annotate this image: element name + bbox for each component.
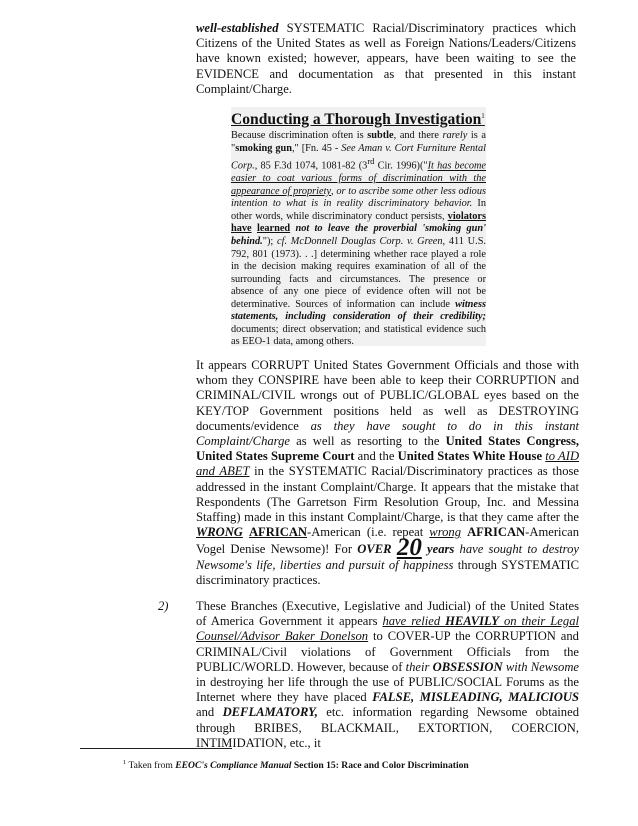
paragraph-text: as well as resorting to the [290, 434, 446, 449]
paragraph-emphasis: wrong [429, 525, 462, 540]
footnote-divider [80, 748, 232, 749]
paragraph-emphasis: OBSESSION [432, 659, 503, 674]
footnote-section: Section 15: Race and Color Discrimination [291, 760, 469, 772]
callout-text: , 411 U.S. 792, 801 (1973). . .] determining whether race played a role in the decision making requires examination of all of the surrounding facts and circumstances. The presence or absence of any one piece of evidence often will not be determinative. Sources of information can include [231, 235, 486, 310]
paragraph-text: It appears CORRUPT United States Government Officials and those with whom they CONSPIRE have been able to keep their CORRUPTION and CRIMINAL/CIVIL wrongs out of PUBLIC/GLOBAL eyes based on the KEY/TOP Government positions held as well as DESTROYING documents/evidence [196, 358, 579, 433]
callout-text: ," [Fn. 45 - [291, 142, 342, 154]
callout-quote: or to ascribe some other less odious intention to what is in reality discriminatory behavior. [231, 185, 486, 210]
intro-text: SYSTEMATIC Racial/Discriminatory practices which Citizens of the United States as well as Foreign Nations/Leaders/Citizens have known existed; however, appears, have been waiting to see the EVIDENCE and documentation as that presented in this instant Complaint/Charge. [196, 21, 576, 96]
ordinal-suffix: rd [367, 156, 375, 167]
paragraph-text: These Branches (Executive, Legislative and Judicial) of the United States of America Government it appears [196, 599, 579, 629]
paragraph-emphasis: as they have sought to do in this instant Complaint/Charge [196, 418, 579, 449]
paragraph-emphasis: have sought to destroy Newsome's life, liberties and pursuit of happiness [196, 542, 579, 572]
paragraph-text: in destroying her life through the use of PUBLIC/SOCIAL Forums as the Internet where they have placed [196, 675, 579, 705]
callout-text: , [331, 185, 337, 197]
paragraph-emphasis: HEAVILY [445, 614, 499, 629]
callout-emphasis: not to leave the proverbial 'smoking gun' behind. [231, 223, 486, 247]
paragraph-text: etc. information regarding Newsome obtained through BRIBES, BLACKMAIL, EXTORTION, COERCION, INTIMIDATION, etc., it [196, 705, 579, 750]
callout-text: In other words, while discriminatory conduct persists, [231, 198, 486, 222]
paragraph-emphasis: United States Congress, United States Supreme Court [196, 434, 579, 464]
intro-lead: well-established [196, 21, 279, 35]
paragraph-emphasis: OVER [357, 542, 392, 557]
paragraph-emphasis: United States White House [397, 449, 543, 464]
callout-emphasis: subtle [367, 130, 394, 142]
footnote-source: EEOC's Compliance Manual [175, 760, 292, 772]
callout-text: is a " [231, 130, 486, 154]
paragraph-text: in the SYSTEMATIC Racial/Discriminatory practices as those addressed in the instant Complaint/Charge. It appears that the mistake that Respondents (The Garretson Firm Resolution Group, Inc. and Messina Staffing) made in this instant Complaint/Charge, is that they came after the [196, 464, 579, 525]
callout-emphasis: have [231, 223, 252, 235]
callout-text: , 85 F.3d 1074, 1081-82 (3 [254, 160, 368, 172]
intro-paragraph [196, 21, 576, 97]
callout-emphasis: witness statements, including consideration of their credibility; [231, 298, 486, 323]
paragraph-text: through SYSTEMATIC discriminatory practices. [196, 557, 579, 587]
callout-text: "); [262, 235, 278, 247]
footnote-ref: 1 [481, 112, 485, 120]
paragraph-emphasis: WRONG [196, 525, 243, 540]
case-citation: cf. McDonnell Douglas Corp. v. Green [277, 235, 443, 247]
footnote [123, 757, 469, 772]
paragraph-emphasis: FALSE, MISLEADING, MALICIOUS [372, 690, 579, 705]
callout-text: , and there [393, 130, 443, 142]
paragraph-text: and [196, 705, 223, 720]
paragraph-text: and the [354, 449, 398, 464]
investigation-callout-box [231, 107, 486, 346]
item-2-paragraph [196, 599, 579, 751]
callout-text: Cir. 1996)(" [374, 160, 428, 172]
paragraph-emphasis: to AID and ABET [196, 449, 580, 479]
paragraph-emphasis-large: 20 [396, 534, 422, 562]
paragraph-text: -American (i.e. repeat [307, 525, 430, 540]
callout-emphasis: smoking gun [235, 142, 292, 154]
callout-emphasis: learned [256, 223, 291, 235]
callout-title-text: Conducting a Thorough Investigation [231, 111, 482, 129]
callout-quote-underlined: It has become easier to coat various forms of discrimination with the appearance of propriety [231, 160, 486, 197]
case-citation: See Aman v. Cort Furniture Rental Corp. [231, 142, 486, 172]
paragraph-emphasis: AFRICAN [467, 525, 526, 540]
callout-text: documents; direct observation; and statistical evidence such as EEO-1 data, among others. [231, 323, 486, 348]
paragraph-emphasis: years [427, 542, 455, 557]
callout-text: Because discrimination often is [231, 130, 368, 142]
callout-title [231, 107, 486, 129]
callout-emphasis: violators [447, 210, 486, 222]
footnote-marker: 1 [123, 759, 127, 766]
list-number: 2) [158, 599, 169, 613]
paragraph-emphasis: have relied [382, 614, 446, 629]
paragraph-emphasis: on their Legal Counsel/Advisor Baker Donelson [196, 614, 579, 644]
paragraph-emphasis: DEFLAMATORY, [222, 705, 318, 720]
paragraph-text: -American Vogel Denise Newsome)! For [196, 525, 579, 557]
paragraph-emphasis: their [405, 659, 433, 674]
paragraph-emphasis: with Newsome [502, 659, 580, 674]
callout-emphasis: rarely [442, 130, 468, 142]
corruption-paragraph [196, 358, 579, 588]
footnote-text: Taken from [126, 760, 176, 772]
callout-body [231, 130, 486, 349]
paragraph-emphasis: AFRICAN [248, 525, 308, 540]
paragraph-text: to COVER-UP the CORRUPTION and CRIMINAL/Civil violations of Government Officials from the PUBLIC/WORLD. However, because of [196, 629, 579, 674]
